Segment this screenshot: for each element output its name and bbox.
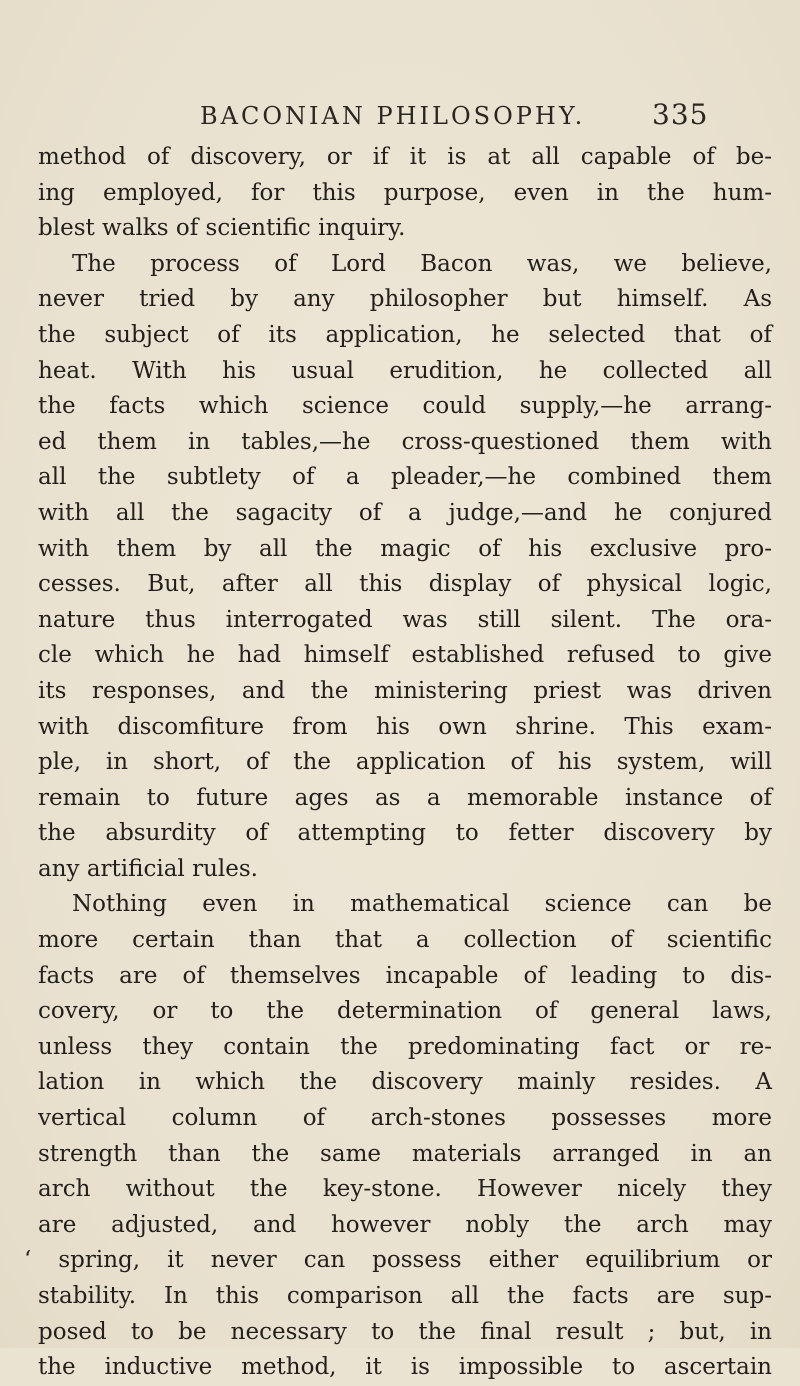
text-line: its responses, and the ministering priest was driven [38,677,772,704]
text-line: unless they contain the predominating fact or re- [38,1033,772,1060]
text-line: the absurdity of attempting to fetter discovery by [38,820,772,847]
text-line: vertical column of arch-stones possesses more [38,1105,772,1132]
text-line: ing employed, for this purpose, even in the hum- [38,179,772,206]
text-line: any artificial rules. [38,855,258,882]
text-line: method of discovery, or if it is at all capable of be- [38,144,772,170]
text-line: arch without the key-stone. However nicely they [38,1176,772,1203]
text-line: with discomfiture from his own shrine. This exam- [38,713,772,740]
text-line: posed to be necessary to the final result ; but, in [38,1318,772,1345]
text-line: remain to future ages as a memorable instance of [38,784,772,811]
page-header [0,96,800,140]
text-line: the inductive method, it is impossible to ascertain [38,1354,772,1381]
text-line: the facts which science could supply,—he arrang- [38,393,772,420]
text-line: are adjusted, and however nobly the arch may [38,1211,772,1238]
text-line: lation in which the discovery mainly resides. A [38,1069,772,1096]
text-line: ed them in tables,—he cross-questioned them with [38,428,772,455]
text-line: ple, in short, of the application of his system, will [38,749,772,776]
text-line: The process of Lord Bacon was, we believe, [72,250,772,277]
running-head: BACONIAN PHILOSOPHY. [200,102,586,130]
text-line: Nothing even in mathematical science can be [72,891,772,918]
text-line: cle which he had himself established refused to give [38,642,772,669]
text-line: stability. In this comparison all the facts are sup- [38,1283,772,1309]
text-line: with all the sagacity of a judge,—and he conjured [38,499,772,526]
text-line: with them by all the magic of his exclusive pro- [38,535,772,562]
text-line: all the subtlety of a pleader,—he combined them [38,464,772,491]
text-line: more certain than that a collection of scientific [38,927,772,954]
text-line: heat. With his usual erudition, he collected all [38,357,772,384]
text-line: covery, or to the determination of general laws, [38,998,772,1025]
page-number: 335 [652,98,709,131]
text-line: ‘ spring, it never can possess either equilibrium or [24,1247,772,1274]
text-line: nature thus interrogated was still silent. The ora- [38,606,772,633]
text-line: never tried by any philosopher but himself. As [38,286,772,313]
text-line: cesses. But, after all this display of physical logic, [38,571,772,598]
text-line: strength than the same materials arranged in an [38,1140,772,1167]
text-line: the subject of its application, he selected that of [38,321,772,348]
text-line: facts are of themselves incapable of leading to dis- [38,962,772,989]
text-line: blest walks of scientific inquiry. [38,215,406,242]
body-text [24,140,772,1386]
